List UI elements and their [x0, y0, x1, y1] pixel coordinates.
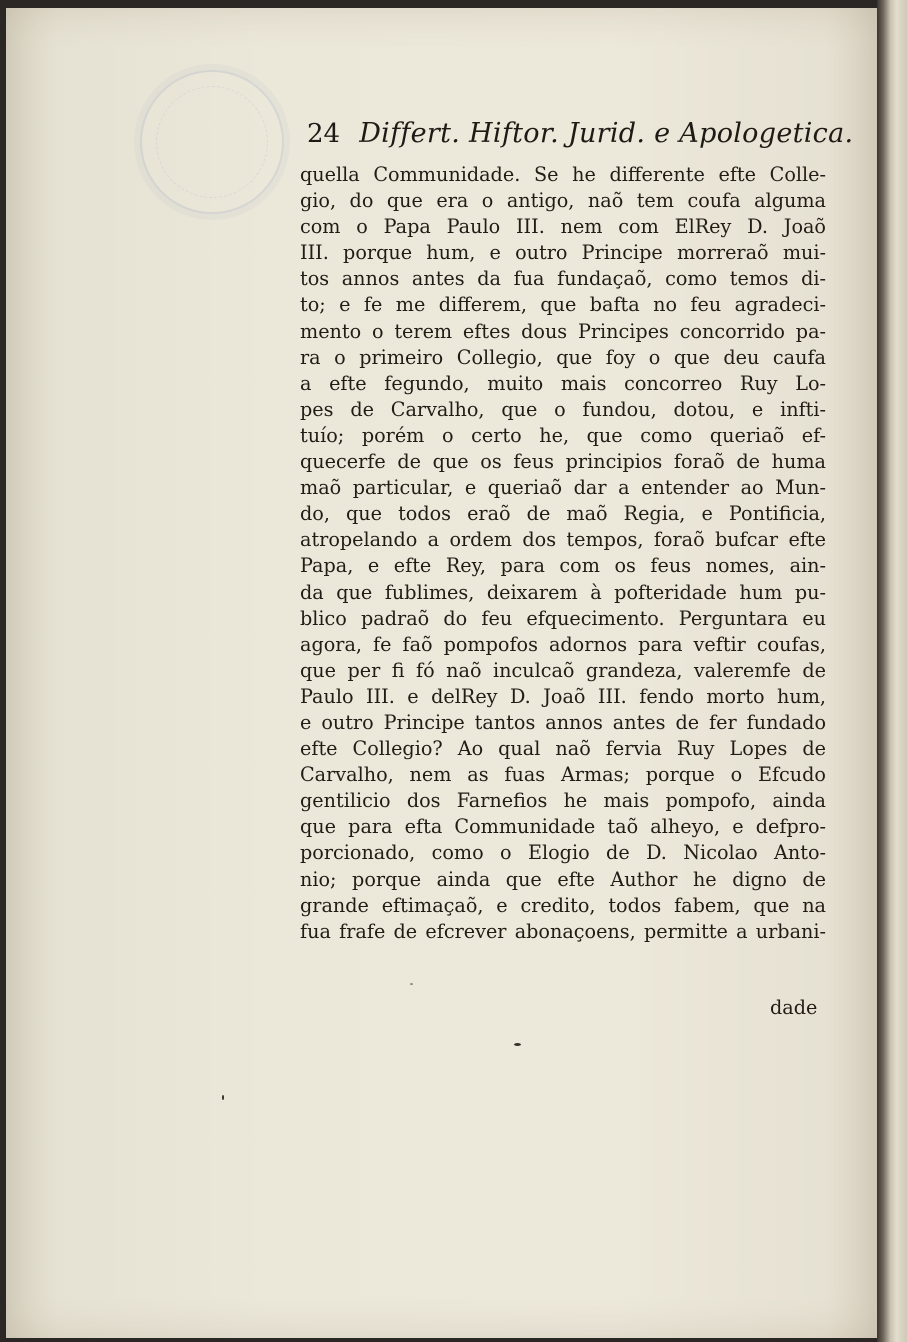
- text-line: to; e fe me differem, que bafta no feu agradeci-: [300, 293, 826, 317]
- text-line: efte Collegio? Ao qual naõ fervia Ruy Lopes de: [300, 737, 826, 761]
- text-line: atropelando a ordem dos tempos, foraõ bufcar efte: [300, 528, 826, 552]
- ink-speck: [514, 1043, 521, 1046]
- text-line: e outro Principe tantos annos antes de fer fundado: [300, 710, 826, 734]
- catchword: dade: [770, 996, 818, 1019]
- text-line: pes de Carvalho, que o fundou, dotou, e infti-: [300, 397, 826, 421]
- text-line: tos annos antes da fua fundaçaõ, como temos di-: [300, 267, 826, 291]
- text-line: Carvalho, nem as fuas Armas; porque o Efcudo: [300, 763, 826, 787]
- text-line: agora, fe faõ pompofos adornos para veftir coufas,: [300, 632, 826, 656]
- text-line: Paulo III. e delRey D. Joaõ III. fendo morto hum,: [300, 684, 826, 708]
- text-line: maõ particular, e queriaõ dar a entender ao Mun-: [300, 476, 826, 500]
- page-header: [307, 118, 854, 164]
- text-line: que para efta Communidade taõ alheyo, e defpro-: [300, 815, 826, 839]
- text-line: que per fi fó naõ inculcaõ grandeza, valeremfe de: [300, 658, 826, 682]
- text-line: grande eftimaçaõ, e credito, todos fabem, que na: [300, 893, 826, 917]
- text-line: fua frafe de efcrever abonaçoens, permitte a urbani-: [300, 919, 826, 943]
- running-title: Differt. Hiftor. Jurid. e Apologetica.: [359, 118, 854, 149]
- text-line: nio; porque ainda que efte Author he digno de: [300, 867, 826, 891]
- body-text: [300, 162, 826, 945]
- text-line: ra o primeiro Collegio, que foy o que deu caufa: [300, 345, 826, 369]
- text-line: tuío; porém o certo he, que como queriaõ ef-: [300, 423, 826, 447]
- text-line: mento o terem eftes dous Principes concorrido pa-: [300, 319, 826, 343]
- ink-speck: [410, 983, 413, 985]
- faded-library-stamp: [140, 70, 284, 214]
- page-edge: [877, 0, 907, 1342]
- text-line: gentilicio dos Farnefios he mais pompofo, ainda: [300, 789, 826, 813]
- text-line: III. porque hum, e outro Principe morreraõ mui-: [300, 241, 826, 265]
- text-line: Papa, e efte Rey, para com os feus nomes, ain-: [300, 554, 826, 578]
- page-number: 24: [307, 119, 341, 149]
- text-line: da que fublimes, deixarem à pofteridade hum pu-: [300, 580, 826, 604]
- text-line: blico padraõ do feu efquecimento. Perguntara eu: [300, 606, 826, 630]
- text-line: a efte fegundo, muito mais concorreo Ruy Lo-: [300, 371, 826, 395]
- text-line: gio, do que era o antigo, naõ tem coufa alguma: [300, 189, 826, 213]
- text-line: porcionado, como o Elogio de D. Nicolao Anto-: [300, 841, 826, 865]
- ink-speck: [222, 1095, 224, 1100]
- text-line: do, que todos eraõ de maõ Regia, e Pontificia,: [300, 502, 826, 526]
- text-line: quecerfe de que os feus principios foraõ de huma: [300, 450, 826, 474]
- text-line: com o Papa Paulo III. nem com ElRey D. Joaõ: [300, 215, 826, 239]
- text-line: quella Communidade. Se he differente efte Colle-: [300, 163, 826, 186]
